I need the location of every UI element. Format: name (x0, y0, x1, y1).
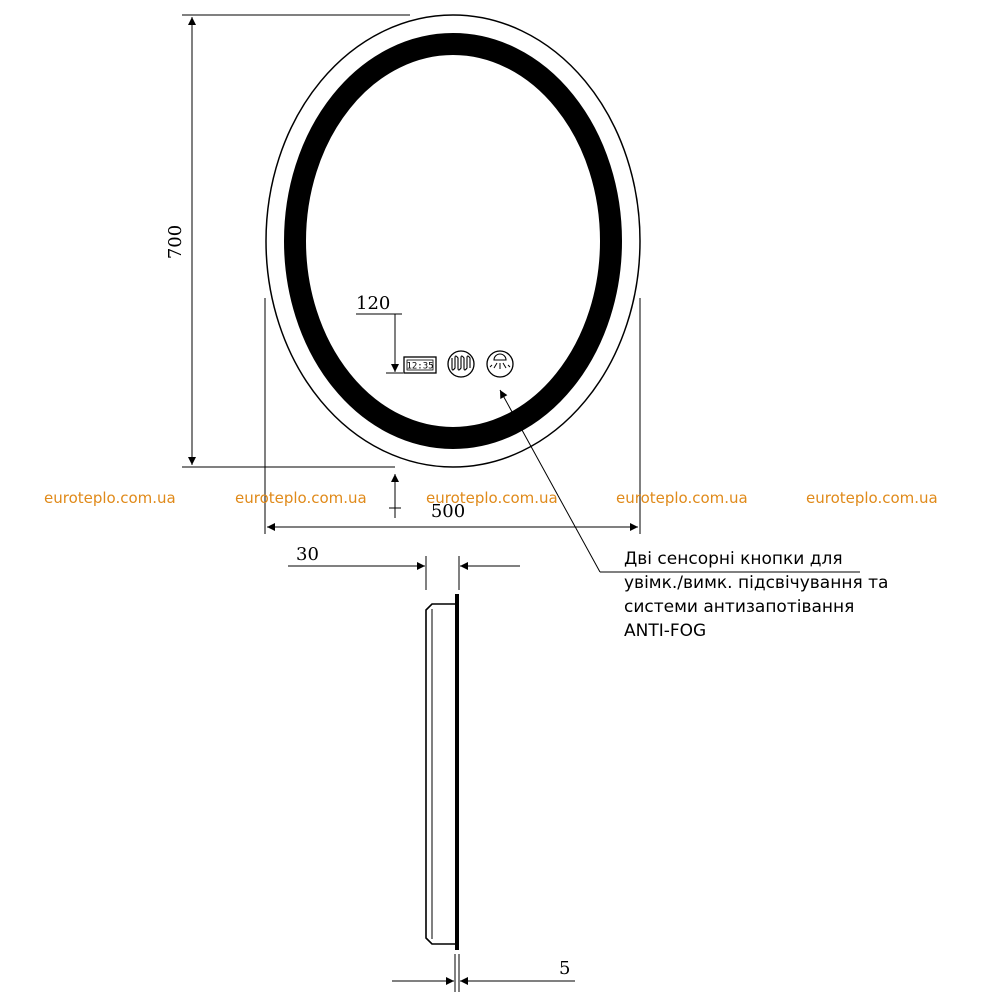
mirror-side-view (426, 594, 459, 950)
width-label: 500 (430, 501, 466, 522)
watermark: euroteplo.com.ua (426, 489, 558, 507)
depth-label: 30 (296, 544, 319, 565)
clock-display (404, 357, 436, 373)
control-panel (404, 351, 513, 377)
mirror-frame-profile (426, 604, 455, 944)
clock-time: 12:35 (406, 361, 434, 372)
light-icon[interactable] (487, 351, 513, 377)
note-leader (500, 390, 860, 572)
watermark: euroteplo.com.ua (616, 489, 748, 507)
glass-thickness-dimension (392, 954, 575, 992)
depth-dimension (288, 544, 520, 590)
note-line: системи антизапотівання (624, 597, 855, 617)
note-line: Дві сенсорні кнопки для (624, 549, 843, 569)
mirror-front-view (266, 15, 640, 467)
note-line: увімк./вимк. підсвічування та (624, 573, 889, 593)
watermark: euroteplo.com.ua (235, 489, 367, 507)
note-line: ANTI-FOG (624, 621, 707, 641)
height-label: 700 (165, 224, 186, 260)
mirror-outer-edge (266, 15, 640, 467)
watermark: euroteplo.com.ua (44, 489, 176, 507)
anti-fog-icon[interactable] (448, 351, 474, 377)
sensor-note (624, 549, 888, 641)
led-backlight-ring (295, 44, 611, 438)
mirror-glass-edge (455, 594, 459, 950)
glass-thickness-label: 5 (559, 958, 571, 979)
watermark-row (44, 489, 938, 507)
sensor-offset-label: 120 (356, 293, 391, 314)
watermark: euroteplo.com.ua (806, 489, 938, 507)
